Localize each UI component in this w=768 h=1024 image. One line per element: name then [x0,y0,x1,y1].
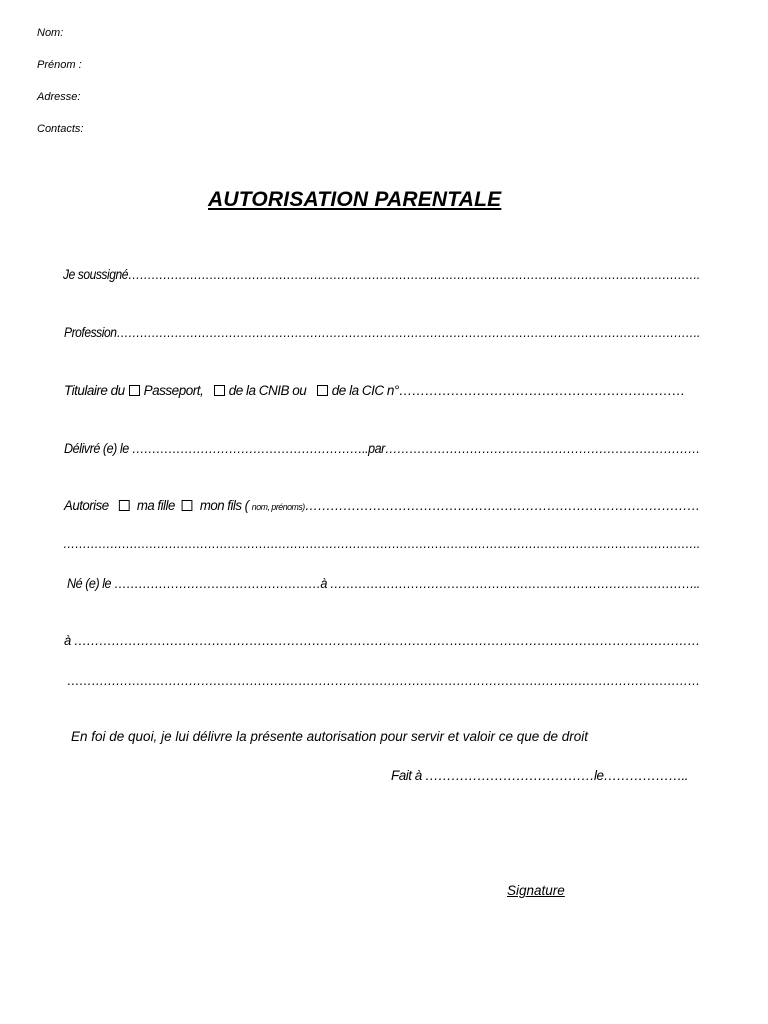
titulaire-row [64,383,685,398]
ne-le-field: Né (e) le ……………………………………………à ……………………………………………………………………………….. [67,576,700,591]
autorise-row [64,498,700,513]
passeport-checkbox[interactable] [129,385,140,396]
nom-label: Nom: [37,27,64,39]
autorise-label: Autorise [64,498,109,513]
signature-label: Signature [507,883,565,898]
autorise-dots: ………………………………………………………………………………… [304,498,700,513]
document-title: AUTORISATION PARENTALE [208,188,502,211]
en-foi-statement: En foi de quoi, je lui délivre la présente autorisation pour servir et valoir ce que de droit [71,729,589,744]
cic-checkbox[interactable] [317,385,328,396]
soussigne-field: Je soussigné…………………………………………………………………………………………………………………………………. [63,267,700,282]
delivre-field: Délivré (e) le …………………………………………………..par…………………………………………………………………… [64,441,700,456]
ma-fille-checkbox[interactable] [119,500,130,511]
ma-fille-label: ma fille [136,498,175,513]
passeport-label: Passeport, [143,383,204,398]
profession-field: Profession……………………………………………………………………………………………………………………………………. [64,325,700,340]
cnib-label: de la CNIB ou [228,383,307,398]
adresse-label: Adresse: [37,91,81,103]
mon-fils-checkbox[interactable] [182,500,193,511]
continuation-line: ………………………………………………………………………………………………………………………………………………. [63,536,700,551]
contacts-label: Contacts: [37,123,84,135]
nom-prenoms-hint: nom, prénoms) [251,502,305,512]
cic-label: de la CIC n°………………………………………………………… [331,383,685,398]
a-line-field: à …………………………………………………………………………………………………………………………………… [64,633,700,648]
fait-a-field: Fait à …………………………………le……………….. [391,768,689,783]
prenom-label: Prénom : [37,59,82,71]
titulaire-label: Titulaire du [64,383,125,398]
mon-fils-label: mon fils ( [199,498,249,513]
blank-line: ………………………………………………………………………………………………………………………………………… [67,673,700,688]
cnib-checkbox[interactable] [214,385,225,396]
